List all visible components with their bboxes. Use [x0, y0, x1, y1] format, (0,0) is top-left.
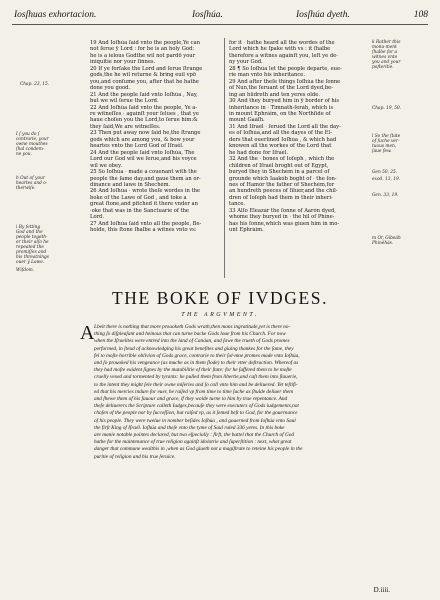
verse-line: buryed they in Shechém in a parcel of [229, 169, 330, 176]
header-rule [12, 24, 428, 25]
margin-note-a [16, 132, 49, 157]
verse-line: 20 If ye forſake the Lord and ſerue ſtrange [90, 65, 203, 72]
verse-line: gods,the he wil returne & bring euil vpō [90, 72, 196, 79]
margin-note-line: monu-ment [372, 45, 397, 50]
margin-ref-chap-23: Chap. 23, 15. [20, 82, 50, 87]
verse-line: he had done for Iſraél. [229, 149, 289, 156]
margin-note-line: his threatnings [16, 255, 49, 260]
verse-line: unt Ephráim. [229, 227, 264, 234]
verse-line: 25 So Ioſhúa ‧ made a couenant with the [90, 169, 197, 176]
margin-ref-chap-19: Chap. 19, 50. [372, 106, 402, 111]
verse-line: re witneſſes ‧ againſt your ſelues , that ye [90, 110, 199, 117]
verse-line: knowen all the workes of the Lord that [229, 143, 332, 150]
verse-line: therefore a witnes againſt you, leſt ye de- [229, 52, 338, 59]
verse-line: 19 And Ioſhúa ſaid vnto the people,Ye can [90, 40, 200, 46]
verse-line: great ſtone,and pitched it there vnder an [90, 201, 198, 208]
verse-line: inheritance in ‧ Timnath-ſeráh, which is [229, 104, 334, 111]
verse-line: iniquitie nor your ſinnes. [90, 59, 156, 66]
margin-note-line: God and the [16, 230, 43, 235]
argument-line: to the intent they might ſele their owne miſeries and ſo call vnto him and be deliuered. Yet teſtifi- [94, 381, 298, 388]
margin-note-line: people togeth- [16, 235, 48, 240]
verse-line: ing an hūdreth and ten yeres olde. [229, 91, 320, 98]
argument-line: of his people. They were twelue in nomber beſides Ioſhúa , and gouerned from Ioſhúa vnto Saul [94, 417, 296, 424]
verse-line: ders that ouerlined Ioſhúa , & which had [229, 136, 337, 143]
verse-line: haue choſen you the Lord,to ſerue him:& [90, 117, 198, 124]
margin-note-m [372, 236, 401, 246]
argument-line: performed, in ſtead of acknowledging his great benefites and giuing thankes for the ſame, they [94, 345, 294, 352]
margin-note-line: m Or, Gibeáh [372, 236, 401, 241]
verse-line: dinance and lawe in Shechém. [90, 181, 171, 188]
margin-note-line: witnes vnto [372, 55, 398, 60]
verse-line: ‧oke that was in the Sanctuarie of the [90, 207, 189, 214]
book-title: THE BOKE OF IVDGES. [111, 288, 329, 308]
argument-line: are manie notable pointes declared, but two eſpecially : firſt, the battel that the Church of God [94, 432, 295, 439]
argument-title: THE ARGVMENT. [181, 312, 259, 318]
verse-line: 28 ¶ So Ioſhúa let the people departe, eue- [229, 65, 342, 72]
margin-ref-gen-50: Gen 50, 25. [372, 170, 398, 175]
signature-mark: D.iiii. [373, 586, 390, 594]
margin-note-l [372, 134, 400, 154]
margin-note-line: ne you. [16, 152, 32, 157]
margin-note-k [372, 40, 400, 70]
verse-line: 21 And the people ſaid vnto Ioſhúa , Nay, [90, 91, 198, 98]
column-separator [224, 38, 225, 278]
verse-line: he is a ielous Godthe wil not pardō your [90, 52, 196, 59]
argument-line: ed that his mercies indure for euer, he raiſed vp from time to time ſuche as ſhulde deliuer them [94, 388, 294, 395]
verse-line: 29 And after theſe things Ioſhúa the ſonne [229, 78, 341, 85]
argument-line: fel to moſte horrible oblivion of Gods grace, contrarie to their ſol-mne promes made vnto Ioſhúa, [94, 352, 300, 359]
margin-note-line: therwiſe. [16, 186, 36, 191]
margin-note-line: poſteritie. [372, 65, 394, 70]
verse-line: 31 And Iſraél ‧ ſerued the Lord all the day- [229, 123, 341, 130]
verse-line: 27 And Ioſhúa ſaid vnto all the people, Be- [90, 220, 202, 227]
verse-line: Lord. [90, 214, 105, 221]
margin-note-line: contrarie, your [16, 137, 49, 142]
verse-line: of Nun,the ſeruant of the Lord dyed,be- [229, 85, 333, 92]
verse-line: 32 And the ‧ bones of Ioſeph , which the [229, 156, 335, 163]
margin-ref-gen-33: Gen. 33, 19. [372, 193, 399, 198]
verse-line: grounde which Iaakób boght of ‧ the ſon- [229, 175, 337, 182]
verse-line: rie man vnto his inheritance. [229, 72, 305, 79]
verse-line: they ſaid,We are witneſſes. [90, 123, 161, 130]
verse-line: holde, this ſtone ſhalbe a witnes vnto vs: [90, 227, 197, 234]
verse-line: whome they buryed in ‧ the hil of Phine- [229, 214, 335, 221]
margin-note-c [16, 225, 49, 265]
verse-line: children of Iſraél broght out of Egypt, [229, 162, 329, 169]
verse-line: not ſerue ÿ Lord : for he is an holy God: [90, 46, 195, 53]
margin-note-b [16, 176, 47, 191]
margin-note-line: I ſ you do ſ [16, 132, 40, 137]
verse-line: you,and conſume you, after that he hathe [90, 78, 199, 85]
margin-note-line: k Rather this [372, 40, 401, 45]
margin-note-line: tuous men, [372, 144, 397, 149]
margin-note-line: er their alſo he [16, 240, 49, 245]
verse-line: people the ſame day,and gaue them an or- [90, 175, 201, 182]
margin-note-line: promiſſes and [16, 250, 47, 255]
argument-line: choſen of the people nor by ſucceſſion, but raiſed vp, as it ſemed beſt to God, for the gouernance [94, 410, 298, 417]
verse-line: heartes vnto the Lord God of Iſraél. [90, 143, 184, 150]
argument-line: cruelly vexed and tormented by tyrants: he pulled them from libertie,and caſt them into ſlauerie, [94, 374, 298, 381]
argument-line: hathe for the maintenance of true religion againſt idolatrie and ſuperſtition : next, what great [94, 439, 292, 446]
margin-ref-wisdom: Wiſdom. [16, 268, 35, 273]
margin-note-line: owne mouthes [16, 142, 48, 147]
argument-line: the firſt King of Iſraél. Ioſhúa and theſe vnto the tyme of Saul ruled 336 yeres. In this boke [94, 424, 285, 431]
verse-line: for it ‧ hathe heard all the wordes of the [229, 40, 335, 46]
verse-line: tance. [229, 201, 246, 208]
verse-line: 33 Alſo Eleazár the ſonne of Aarón dyed, [229, 207, 336, 214]
verse-line: 30 And they buryed him in ÿ border of his [229, 98, 340, 105]
verse-line: wil we obey. [90, 162, 122, 169]
margin-note-line: ouer ÿ Lawe. [16, 260, 45, 265]
running-header [12, 10, 428, 24]
header-center-title: Iosſhúa. [192, 10, 223, 20]
right-text-column [229, 40, 367, 234]
verse-line: an hundreth peeces of ſiluer,and the chil- [229, 188, 338, 195]
verse-line: gods which are among you, & bow your [90, 136, 195, 143]
argument-line: danger that commune wealthis in ,when as God giueth not a magiſtrate to reteine his people in the [94, 446, 303, 453]
margin-note-line: Phinéhás. [372, 241, 394, 246]
argument-line: they had moſte euident ſignes by the mutabilitie of their ſtate: for he ſuffered them to be moſte [94, 367, 292, 374]
argument-text [94, 324, 394, 461]
verse-line: 23 Then put away now ſaid he,the ſtrange [90, 130, 201, 137]
header-left-title: Iosſhuas exhortacion. [14, 10, 97, 20]
argument-line: Lbeit there is nothing that more prouoketh Gods wrath,then mans ingratitude,yet is there no- [94, 324, 291, 330]
verse-line: ny your God. [229, 59, 263, 66]
verse-line: mount Gaáſh. [229, 117, 265, 124]
margin-ref-exod-13: exod. 13, 19. [372, 177, 401, 182]
margin-note-line: you and your [372, 60, 401, 65]
margin-note-line: ſhalbe for a [372, 50, 398, 55]
page-number: 108 [413, 10, 428, 20]
verse-line: boke of the Lawe of God , and toke a [90, 194, 187, 201]
argument-line: when the Iſraelites were entred into the land of Canáan, and ſawe the trueth of Gods promes [94, 338, 290, 345]
left-text-column [90, 40, 220, 234]
argument-line: and ſhewe them of his fauour and grace, if they wolde turne to him by true repentance. And [94, 396, 288, 403]
margin-note-line: l So the ſtate [372, 134, 401, 139]
verse-line: es of Ioſhúa,and all the dayes of the El- [229, 130, 332, 137]
verse-line: done you good. [90, 85, 131, 92]
argument-line: puritie of religion and his true ſeruice. [94, 453, 176, 460]
verse-line: 24 And the people ſaid vnto Ioſhúa, The [90, 149, 195, 156]
verse-line: 22 And Ioſhúa ſaid vnto the people, Ye a- [90, 104, 198, 111]
argument-line: theſe deliuerers the Scripture calleth Iudges,becauſe they were executers of Gods iudgements,not [94, 403, 299, 410]
argument-line: and ſo prouoked his vengeance (as muche as in them ſlode) to their vtter deſtruction. Whereof as [94, 360, 299, 367]
verse-line: has his ſonne,which was giuen him in mo- [229, 220, 340, 227]
argument-line: thing ſo diſpleaſant and heinous that can turne backe Gods loue from his Church. For now [94, 331, 286, 338]
verse-line: but we wil ſerue the Lord. [90, 98, 159, 105]
margin-note-line: heartes and o- [16, 181, 48, 186]
verse-line: Lord which he ſpake with vs : it ſhalbe [229, 46, 331, 53]
drop-cap: A [80, 322, 95, 344]
margin-note-line: h Out of your [16, 176, 45, 181]
margin-note-line: i By ſetting [16, 225, 41, 230]
margin-note-line: ſaue few. [372, 149, 392, 154]
header-right-title: Iosſhúa dyeth. [296, 10, 350, 20]
verse-line: nes of Hamór the father of Shechém,for [229, 181, 335, 188]
verse-line: 26 And Ioſhúa ‧ wrote theſe wordes in the [90, 188, 200, 195]
margin-note-line: ſhal condem- [16, 147, 45, 152]
verse-line: Lord our God wil we ſerue,and his voyce [90, 156, 197, 163]
margin-note-line: repeated the [16, 245, 44, 250]
verse-line: dren of Ioſeph had them in their inheri- [229, 194, 333, 201]
verse-line: in mount Ephráim, on the Northſide of [229, 110, 331, 117]
margin-note-line: of ſuche ver- [372, 139, 400, 144]
